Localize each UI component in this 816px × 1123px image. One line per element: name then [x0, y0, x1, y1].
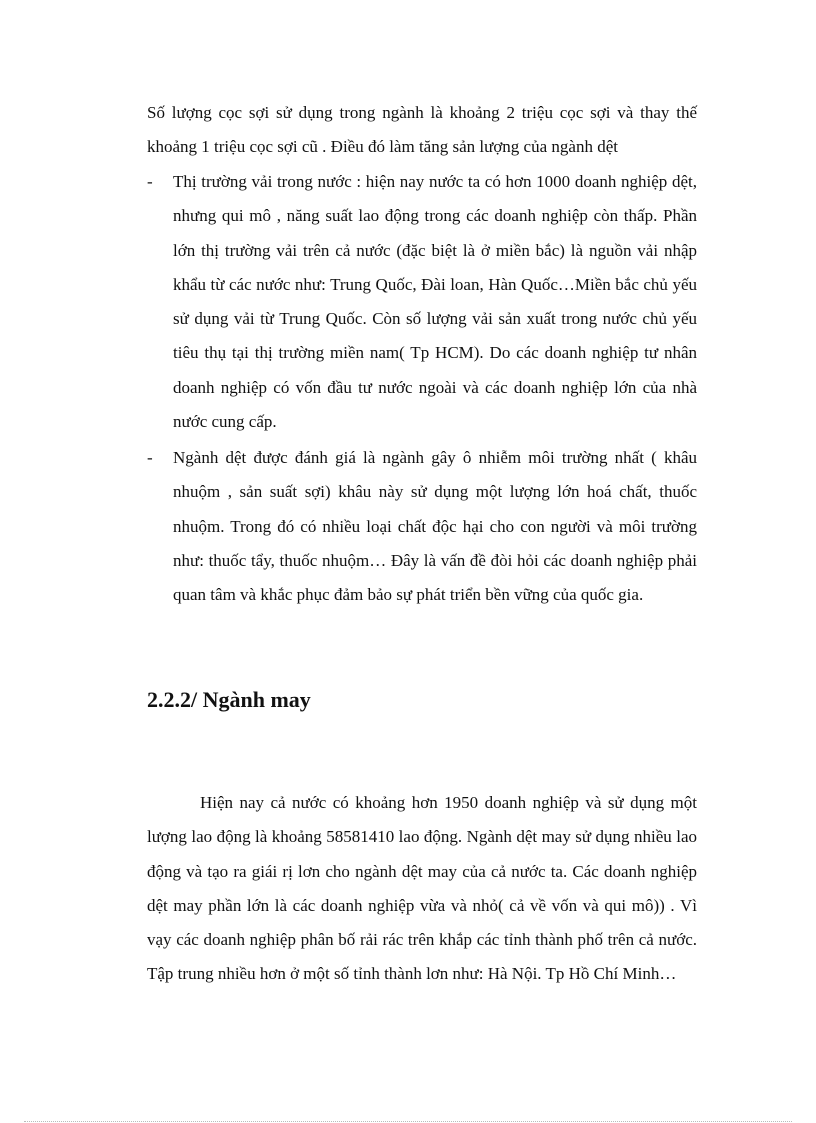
bullet-text: Thị trường vải trong nước : hiện nay nước ta có hơn 1000 doanh nghiệp dệt, nhưng qui mô , năng suất lao động trong các doanh nghiệp còn thấp. Phần lớn thị trường vải trên cả nước (đặc biệt là ở miền bắc) là nguồn vải nhập khẩu từ các nước như: Trung Quốc, Đài loan, Hàn Quốc…Miền bắc chủ yếu sử dụng vải từ Trung Quốc. Còn số lượng vải sản xuất trong nước chủ yếu tiêu thụ tại thị trường miền nam( Tp HCM). Do các doanh nghiệp tư nhân doanh nghiệp có vốn đầu tư nước ngoài và các doanh nghiệp lớn của nhà nước cung cấp.	[173, 172, 697, 432]
bullet-text: Ngành dệt được đánh giá là ngành gây ô nhiễm môi trường nhất ( khâu nhuộm , sản suất sợi) khâu này sử dụng một lượng lớn hoá chất, thuốc nhuộm. Trong đó có nhiều loại chất độc hại cho con người và môi trường như: thuốc tẩy, thuốc nhuộm… Đây là vấn đề đòi hỏi các doanh nghiệp phải quan tâm và khắc phục đảm bảo sự phát triển bền vững của quốc gia.	[173, 448, 697, 605]
bullet-marker: -	[147, 172, 153, 191]
intro-paragraph: Số lượng cọc sợi sử dụng trong ngành là khoảng 2 triệu cọc sợi và thay thế khoảng 1 triệu cọc sợi cũ . Điều đó làm tăng sản lượng của ngành dệt	[147, 103, 697, 157]
section-heading: 2.2.2/ Ngành may	[147, 687, 311, 712]
section-paragraph: Hiện nay cả nước có khoảng hơn 1950 doanh nghiệp và sử dụng một lượng lao động là khoảng 58581410 lao động. Ngành dệt may sử dụng nhiều lao động và tạo ra giái rị lơn cho ngành dệt may của cả nước ta. Các doanh nghiệp dệt may phần lớn là các doanh nghiệp vừa và nhỏ( cả về vốn và qui mô)) . Vì vạy các doanh nghiệp phân bố rải rác trên khắp các tỉnh thành phố trên cả nước. Tập trung nhiều hơn ở một số tỉnh thành lơn như: Hà Nội. Tp Hồ Chí Minh…	[147, 793, 697, 984]
bullet-marker: -	[147, 448, 153, 467]
bullet-item-fabric-market	[147, 165, 697, 439]
bullet-item-pollution	[147, 441, 697, 612]
page-bottom-rule	[24, 1121, 792, 1122]
